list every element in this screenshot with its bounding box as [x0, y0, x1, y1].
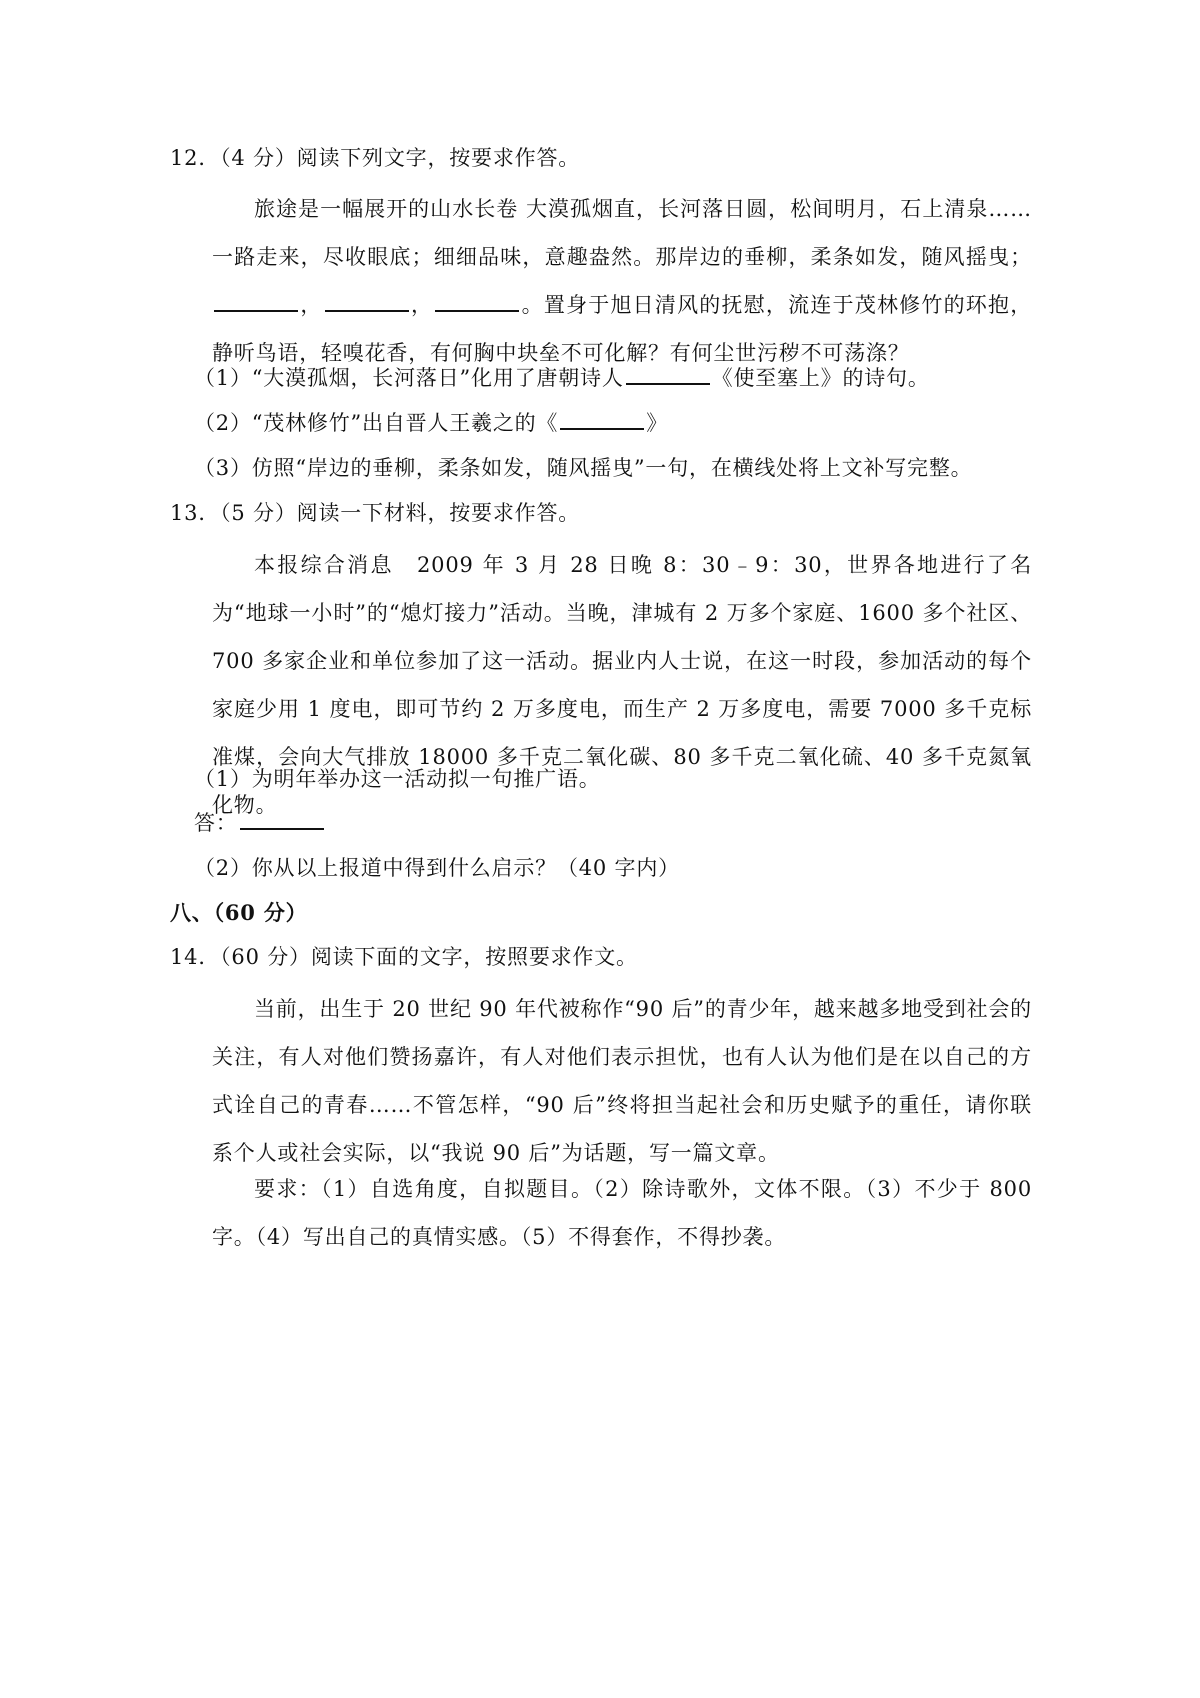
- q14-requirements: 要求：（1）自选角度，自拟题目。（2）除诗歌外，文体不限。（3）不少于 800 字。（4）写出自己的真情实感。（5）不得套作，不得抄袭。: [212, 1177, 1032, 1249]
- q13-answer-label: 答：: [194, 811, 238, 835]
- q13-passage: 本报综合消息 2009 年 3 月 28 日晚 8：30﹣9：30，世界各地进行了名为“地球一小时”的“熄灯接力”活动。当晚，津城有 2 万多个家庭、1600 多个社区、700 多家企业和单位参加了这一活动。据业内人士说，在这一时段，参加活动的每个家庭少用 1 度电，即可节约 2 万多度电，而生产 2 万多度电，需要 7000 多千克标准煤，会向大气排放 18000 多千克二氧化碳、80 多千克二氧化硫、40 多千克氮氧化物。: [212, 553, 1032, 817]
- q12-passage-part1: 旅途是一幅展开的山水长卷 大漠孤烟直，长河落日圆，松间明月，石上清泉……一路走来，尽收眼底；细细品味，意趣盎然。那岸边的垂柳，柔条如发，随风摇曳；: [212, 197, 1032, 269]
- q12-sub2-before: （2）“茂林修竹”出自晋人王羲之的《: [194, 411, 559, 435]
- q12-passage-sep2: ，: [410, 293, 434, 317]
- q12-sub3: （3）仿照“岸边的垂柳，柔条如发，随风摇曳”一句，在横线处将上文补写完整。: [194, 456, 973, 480]
- q12-passage-sep1: ，: [300, 293, 323, 317]
- blank-line: [626, 365, 710, 385]
- q13-header: 13．（5 分）阅读一下材料，按要求作答。: [170, 501, 581, 525]
- q14-passage: 当前，出生于 20 世纪 90 年代被称作“90 后”的青少年，越来越多地受到社会的关注，有人对他们赞扬嘉许，有人对他们表示担忧，也有人认为他们是在以自己的方式诠自己的青春……不管怎样，“90 后”终将担当起社会和历史赋予的重任，请你联系个人或社会实际，以“我说 90 后”为话题，写一篇文章。: [212, 997, 1032, 1165]
- section8-title: 八、（60 分）: [170, 900, 308, 925]
- q12-sub1-after: 《使至塞上》的诗句。: [711, 366, 930, 390]
- q13-sub1: （1）为明年举办这一活动拟一句推广语。: [194, 767, 601, 791]
- q14-header: 14．（60 分）阅读下面的文字，按照要求作文。: [170, 945, 638, 969]
- blank-line: [240, 810, 324, 830]
- q12-header: 12．（4 分）阅读下列文字，按要求作答。: [170, 146, 581, 170]
- q12-sub2-after: 》: [646, 411, 669, 435]
- blank-line: [214, 292, 298, 312]
- q12-sub2: [194, 408, 668, 438]
- blank-line: [560, 410, 644, 430]
- blank-line: [435, 292, 519, 312]
- blank-line: [325, 292, 409, 312]
- q13-sub2: （2）你从以上报道中得到什么启示？（40 字内）: [194, 856, 680, 880]
- q12-passage-part2: 。置身于旭日清风的抚慰，流连于茂林修竹的环抱，静听鸟语，轻嗅花香，有何胸中块垒不可化解？有何尘世污秽不可荡涤？: [212, 293, 1032, 365]
- q12-sub1-before: （1）“大漠孤烟，长河落日”化用了唐朝诗人: [194, 366, 624, 390]
- q12-passage: [212, 185, 1032, 377]
- q12-sub1: [194, 363, 930, 393]
- q13-answer: [194, 808, 326, 838]
